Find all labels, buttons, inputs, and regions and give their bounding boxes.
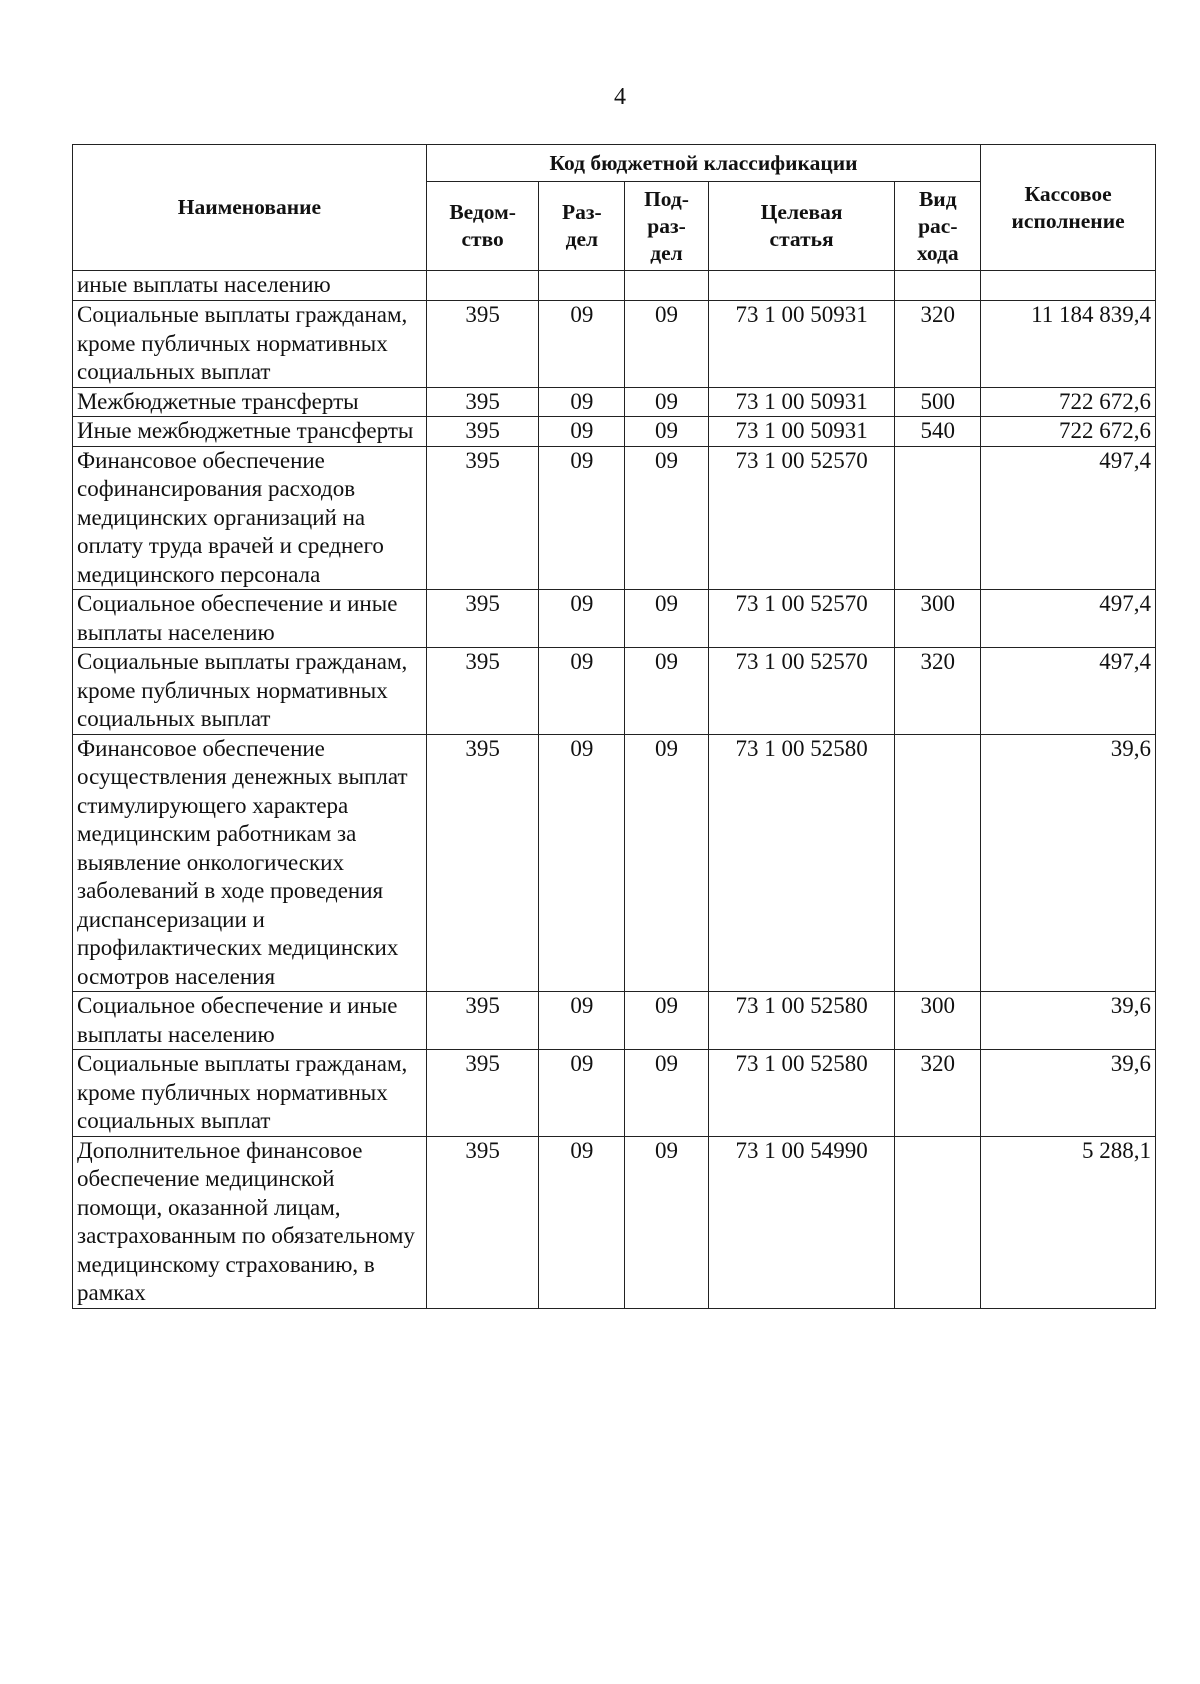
cell-razdel: 09 bbox=[539, 387, 625, 417]
cell-celevaya bbox=[708, 271, 895, 301]
table-header bbox=[73, 145, 1156, 271]
cell-name: Социальные выплаты гражданам, кроме публичных нормативных социальных выплат bbox=[73, 301, 427, 388]
cell-kassovoe: 5 288,1 bbox=[981, 1136, 1156, 1308]
cell-kassovoe: 39,6 bbox=[981, 1050, 1156, 1137]
cell-vid bbox=[895, 271, 981, 301]
cell-razdel: 09 bbox=[539, 992, 625, 1050]
cell-celevaya: 73 1 00 50931 bbox=[708, 301, 895, 388]
header-celevaya: Целевая статья bbox=[708, 182, 895, 271]
header-kassovoe: Кассовое исполнение bbox=[981, 145, 1156, 271]
header-kbk-group: Код бюджетной классификации bbox=[426, 145, 980, 182]
cell-kassovoe: 39,6 bbox=[981, 992, 1156, 1050]
table-row bbox=[73, 271, 1156, 301]
cell-vedomstvo: 395 bbox=[426, 734, 539, 992]
header-vid: Вид рас- хода bbox=[895, 182, 981, 271]
cell-podrazdel: 09 bbox=[625, 992, 709, 1050]
cell-podrazdel bbox=[625, 271, 709, 301]
cell-razdel: 09 bbox=[539, 1136, 625, 1308]
cell-celevaya: 73 1 00 54990 bbox=[708, 1136, 895, 1308]
cell-podrazdel: 09 bbox=[625, 734, 709, 992]
cell-name: Финансовое обеспечение осуществления денежных выплат стимулирующего характера медицинским работникам за выявление онкологических заболеваний в ходе проведения диспансеризации и профилактических медицинских осмотров населения bbox=[73, 734, 427, 992]
cell-podrazdel: 09 bbox=[625, 417, 709, 447]
cell-name: Социальные выплаты гражданам, кроме публичных нормативных социальных выплат bbox=[73, 648, 427, 735]
cell-kassovoe: 722 672,6 bbox=[981, 387, 1156, 417]
cell-name: Социальные выплаты гражданам, кроме публичных нормативных социальных выплат bbox=[73, 1050, 427, 1137]
cell-kassovoe: 497,4 bbox=[981, 590, 1156, 648]
cell-name: Межбюджетные трансферты bbox=[73, 387, 427, 417]
cell-name: Социальное обеспечение и иные выплаты населению bbox=[73, 590, 427, 648]
cell-vid: 500 bbox=[895, 387, 981, 417]
cell-razdel: 09 bbox=[539, 417, 625, 447]
cell-razdel: 09 bbox=[539, 590, 625, 648]
cell-podrazdel: 09 bbox=[625, 590, 709, 648]
header-name: Наименование bbox=[73, 145, 427, 271]
cell-name: Финансовое обеспечение софинансирования расходов медицинских организаций на оплату труда врачей и среднего медицинского персонала bbox=[73, 446, 427, 590]
cell-celevaya: 73 1 00 52580 bbox=[708, 734, 895, 992]
cell-kassovoe: 11 184 839,4 bbox=[981, 301, 1156, 388]
cell-podrazdel: 09 bbox=[625, 387, 709, 417]
header-vedomstvo: Ведом- ство bbox=[426, 182, 539, 271]
cell-celevaya: 73 1 00 50931 bbox=[708, 387, 895, 417]
cell-vid: 300 bbox=[895, 590, 981, 648]
table-row bbox=[73, 992, 1156, 1050]
cell-vid: 320 bbox=[895, 301, 981, 388]
cell-vid bbox=[895, 446, 981, 590]
cell-vedomstvo: 395 bbox=[426, 446, 539, 590]
cell-vid: 540 bbox=[895, 417, 981, 447]
cell-vid: 320 bbox=[895, 1050, 981, 1137]
cell-kassovoe: 497,4 bbox=[981, 446, 1156, 590]
cell-celevaya: 73 1 00 52570 bbox=[708, 590, 895, 648]
cell-vedomstvo: 395 bbox=[426, 1136, 539, 1308]
cell-podrazdel: 09 bbox=[625, 648, 709, 735]
header-razdel: Раз- дел bbox=[539, 182, 625, 271]
cell-name: Дополнительное финансовое обеспечение медицинской помощи, оказанной лицам, застрахованным по обязательному медицинскому страхованию, в рамках bbox=[73, 1136, 427, 1308]
table-row bbox=[73, 734, 1156, 992]
page-number: 4 bbox=[614, 84, 626, 110]
cell-vedomstvo: 395 bbox=[426, 648, 539, 735]
table-row bbox=[73, 446, 1156, 590]
cell-razdel: 09 bbox=[539, 734, 625, 992]
table-row bbox=[73, 387, 1156, 417]
table-row bbox=[73, 301, 1156, 388]
table-row bbox=[73, 648, 1156, 735]
cell-vedomstvo: 395 bbox=[426, 1050, 539, 1137]
cell-razdel: 09 bbox=[539, 301, 625, 388]
cell-celevaya: 73 1 00 52570 bbox=[708, 446, 895, 590]
cell-podrazdel: 09 bbox=[625, 446, 709, 590]
cell-kassovoe bbox=[981, 271, 1156, 301]
table-body bbox=[73, 271, 1156, 1309]
cell-vid bbox=[895, 734, 981, 992]
cell-vedomstvo: 395 bbox=[426, 387, 539, 417]
table-row bbox=[73, 1136, 1156, 1308]
cell-celevaya: 73 1 00 50931 bbox=[708, 417, 895, 447]
cell-vedomstvo: 395 bbox=[426, 417, 539, 447]
header-podrazdel: Под- раз- дел bbox=[625, 182, 709, 271]
budget-execution-table bbox=[72, 144, 1156, 1309]
cell-kassovoe: 497,4 bbox=[981, 648, 1156, 735]
cell-kassovoe: 722 672,6 bbox=[981, 417, 1156, 447]
cell-podrazdel: 09 bbox=[625, 301, 709, 388]
cell-kassovoe: 39,6 bbox=[981, 734, 1156, 992]
cell-name: иные выплаты населению bbox=[73, 271, 427, 301]
cell-podrazdel: 09 bbox=[625, 1136, 709, 1308]
cell-razdel: 09 bbox=[539, 446, 625, 590]
table-row bbox=[73, 417, 1156, 447]
cell-vid: 320 bbox=[895, 648, 981, 735]
cell-razdel: 09 bbox=[539, 1050, 625, 1137]
cell-vedomstvo: 395 bbox=[426, 992, 539, 1050]
cell-celevaya: 73 1 00 52580 bbox=[708, 992, 895, 1050]
cell-vedomstvo: 395 bbox=[426, 590, 539, 648]
cell-celevaya: 73 1 00 52580 bbox=[708, 1050, 895, 1137]
cell-vid: 300 bbox=[895, 992, 981, 1050]
cell-name: Социальное обеспечение и иные выплаты населению bbox=[73, 992, 427, 1050]
cell-razdel: 09 bbox=[539, 648, 625, 735]
table-row bbox=[73, 1050, 1156, 1137]
cell-celevaya: 73 1 00 52570 bbox=[708, 648, 895, 735]
cell-vedomstvo bbox=[426, 271, 539, 301]
cell-podrazdel: 09 bbox=[625, 1050, 709, 1137]
cell-vid bbox=[895, 1136, 981, 1308]
table-row bbox=[73, 590, 1156, 648]
cell-vedomstvo: 395 bbox=[426, 301, 539, 388]
cell-name: Иные межбюджетные трансферты bbox=[73, 417, 427, 447]
cell-razdel bbox=[539, 271, 625, 301]
